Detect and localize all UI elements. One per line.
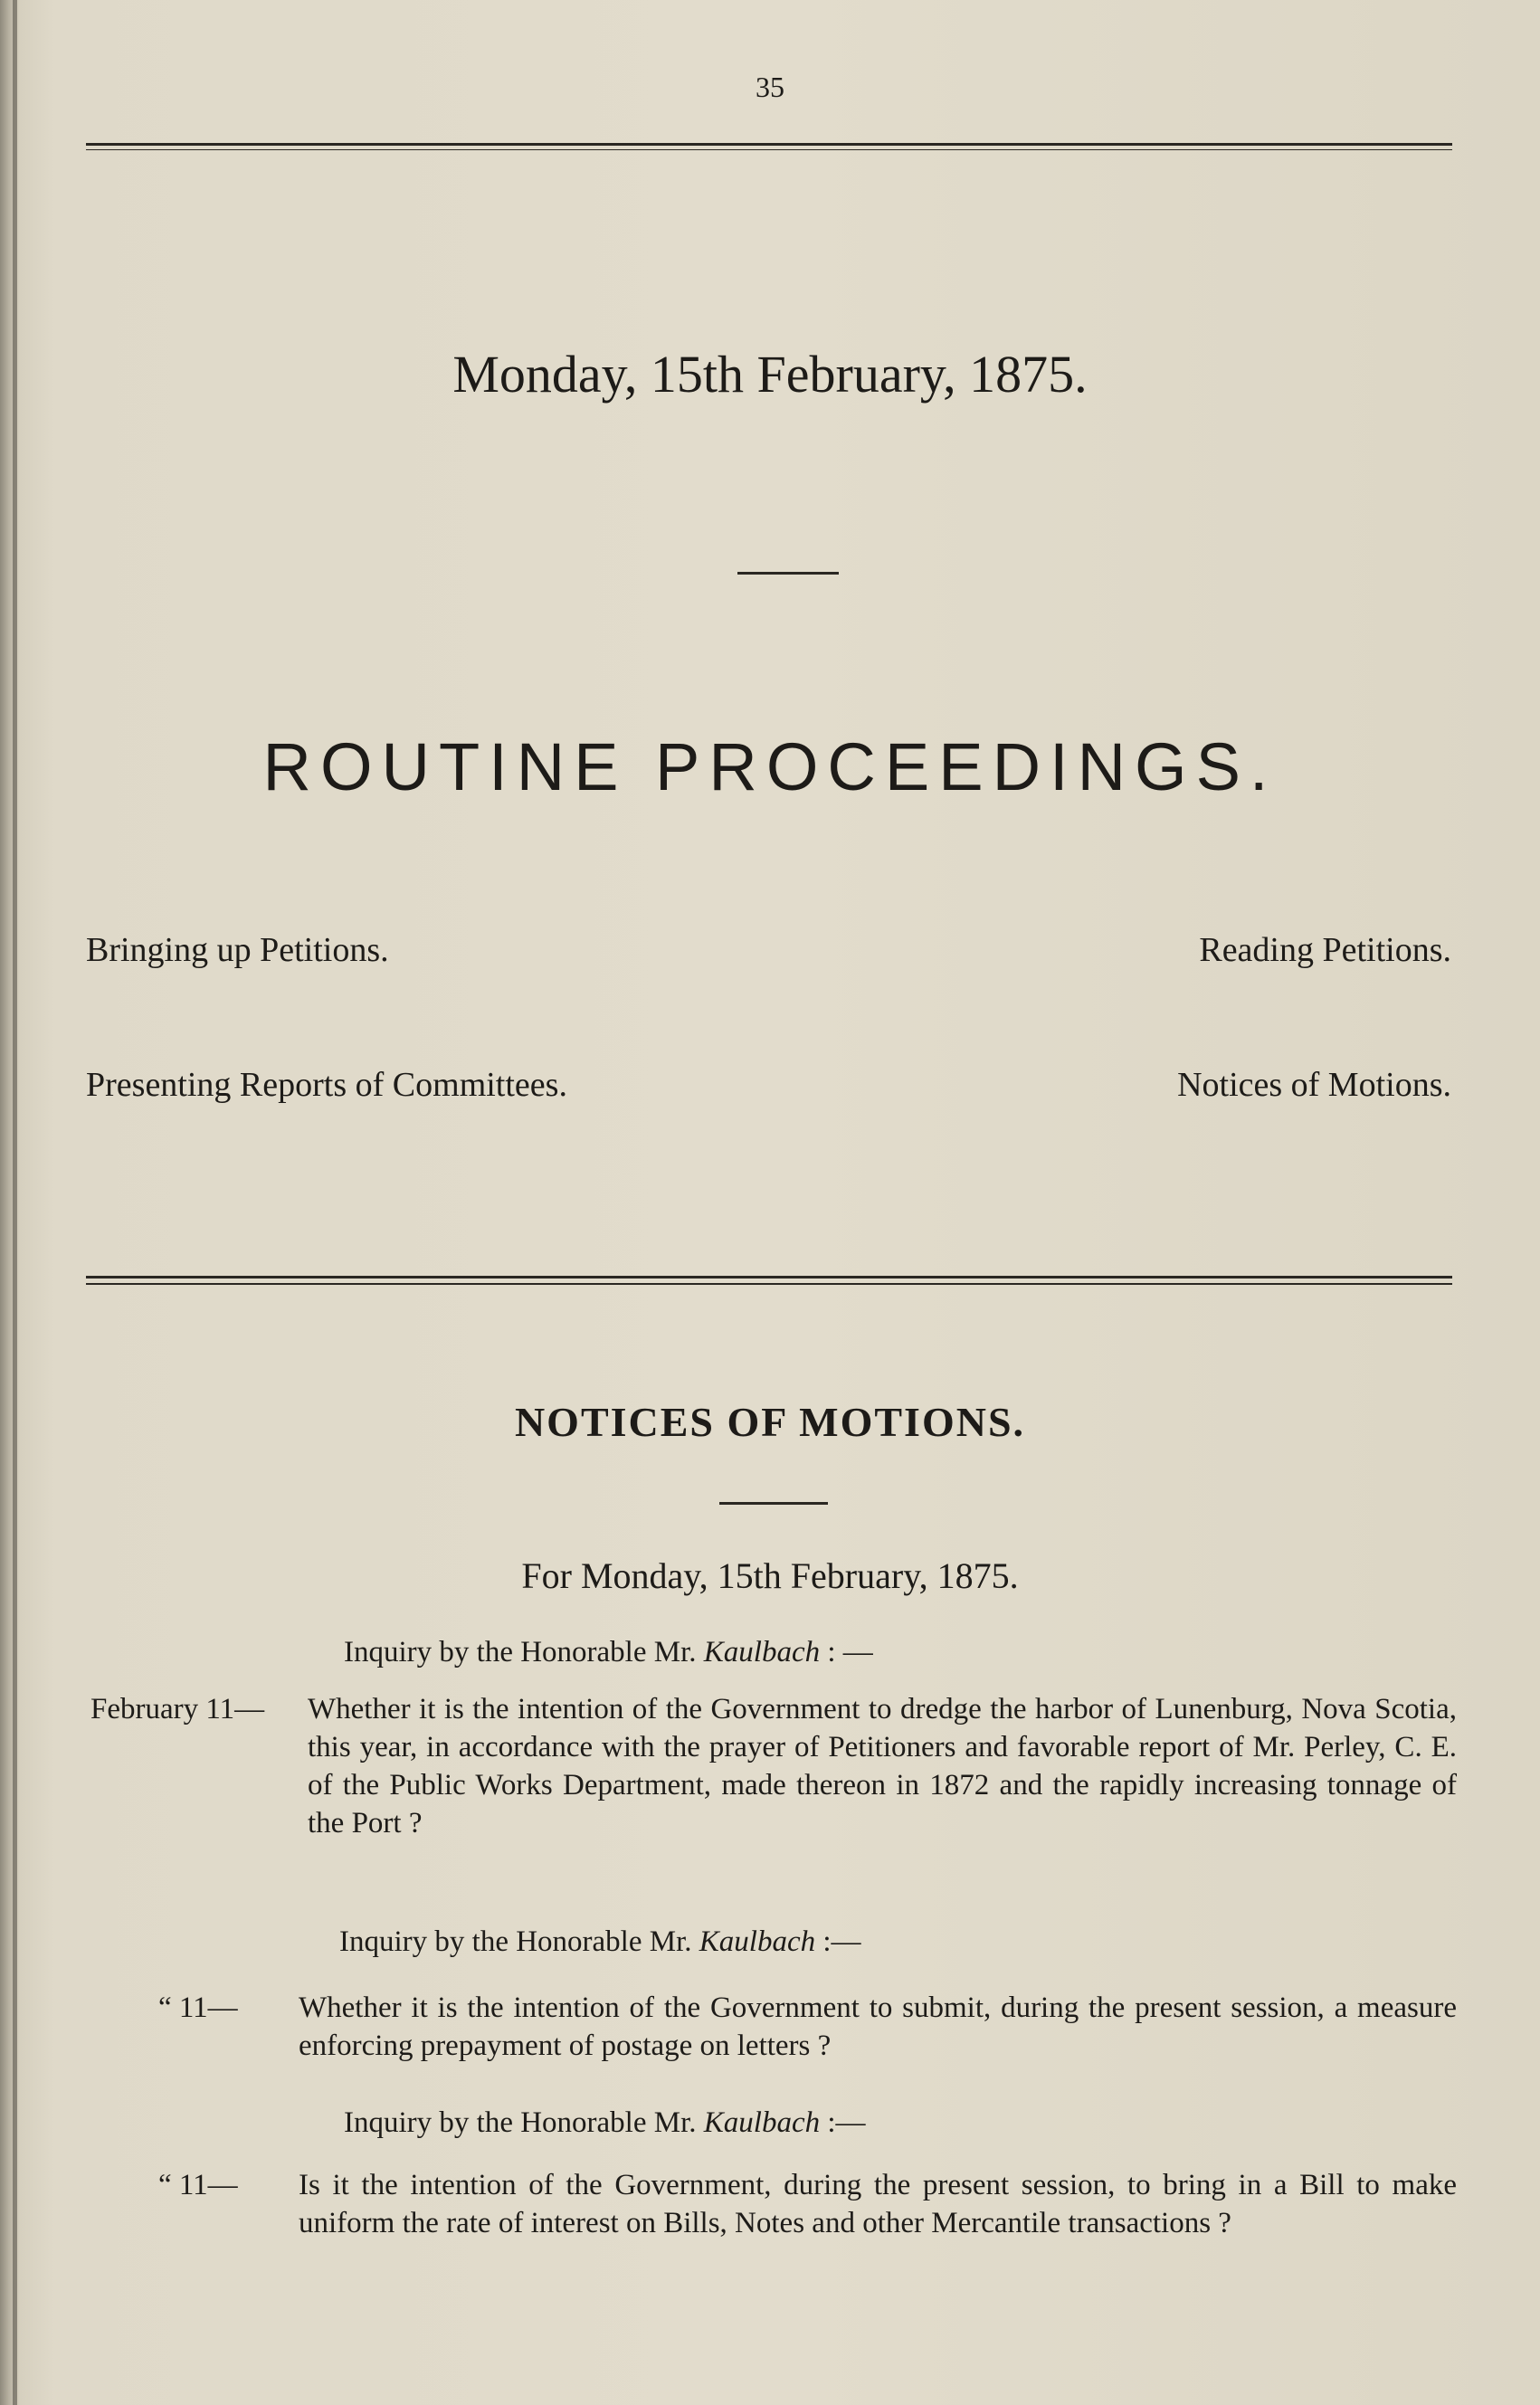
motion-text: Whether it is the intention of the Government to submit, during the present session, a measure enforcing prepayment of postage on letters ? [299,1991,1457,2062]
member-name: Kaulbach [699,1925,816,1958]
routine-item-notices-of-motions: Notices of Motions. [1177,1066,1451,1104]
motion-paragraph [158,1989,1457,2065]
motion-date: February 11— [90,1693,265,1725]
routine-item-presenting-reports: Presenting Reports of Committees. [86,1066,567,1104]
motion-paragraph [90,1690,1457,1842]
routine-item-bringing-up-petitions: Bringing up Petitions. [86,931,389,969]
short-divider-2 [719,1502,828,1505]
notices-date-heading: For Monday, 15th February, 1875. [521,1555,1019,1596]
middle-double-rule [86,1276,1452,1285]
routine-item-reading-petitions: Reading Petitions. [1199,931,1451,969]
page-number: 35 [756,71,784,103]
notices-of-motions-heading: NOTICES OF MOTIONS. [514,1399,1026,1445]
short-divider [737,572,839,575]
motion-date: “ 11— [158,2169,238,2201]
member-name: Kaulbach [703,1636,821,1668]
top-double-rule [86,143,1452,150]
motion-paragraph [158,2166,1457,2242]
inquiry-intro: Inquiry by the Honorable Mr. Kaulbach :— [344,2106,866,2139]
motion-text: Whether it is the intention of the Government to dredge the harbor of Lunenburg, Nova Scotia, this year, in accordance with the prayer of Petitioners and favorable report of Mr. Perley, C. E. of the Public Works Department, made thereon in 1872 and the rapidly increasing tonnage of the Port ? [308,1693,1457,1839]
motion-date: “ 11— [158,1991,238,2024]
inquiry-intro: Inquiry by the Honorable Mr. Kaulbach : — [344,1636,873,1668]
member-name: Kaulbach [703,2106,821,2139]
routine-proceedings-heading: ROUTINE PROCEEDINGS. [262,729,1278,804]
sitting-date-heading: Monday, 15th February, 1875. [452,345,1088,404]
motion-text: Is it the intention of the Government, during the present session, to bring in a Bill to make uniform the rate of interest on Bills, Notes and other Mercantile transactions ? [299,2169,1457,2239]
inquiry-intro: Inquiry by the Honorable Mr. Kaulbach :— [339,1925,861,1958]
